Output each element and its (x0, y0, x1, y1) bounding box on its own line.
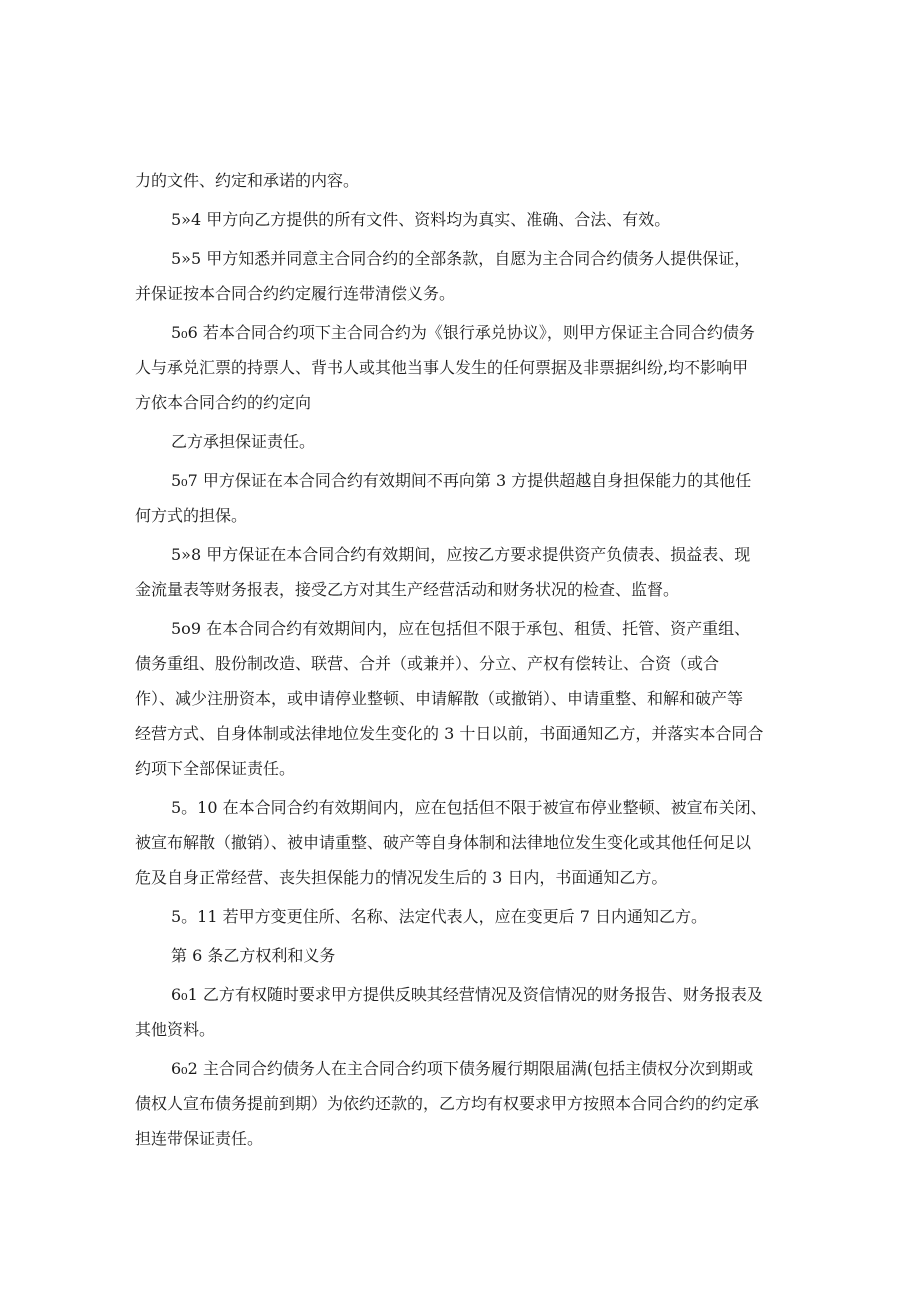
text-line: 被宣布解散（撤销）、被申请重整、破产等自身体制和法律地位发生变化或其他任何足以 (135, 833, 752, 852)
text-line: 5₀6 若本合同合约项下主合同合约为《银行承兑协议》，则甲方保证主合同合约债务 (171, 323, 755, 342)
text-line: 5»8 甲方保证在本合同合约有效期间，应按乙方要求提供资产负债表、损益表、现 (171, 545, 751, 564)
text-line: 担连带保证责任。 (135, 1129, 264, 1148)
text-line: 第 6 条乙方权利和义务 (171, 946, 336, 965)
text-line: 作）、减少注册资本，或申请停业整顿、申请解散（或撤销）、申请重整、和解和破产等 (135, 689, 744, 708)
document-body (135, 163, 795, 1156)
text-line: 并保证按本合同合约约定履行连带清偿义务。 (135, 284, 456, 303)
text-line: 危及自身正常经营、丧失担保能力的情况发生后的 3 日内，书面通知乙方。 (135, 868, 668, 887)
text-line: 5。10 在本合同合约有效期间内，应在包括但不限于被宣布停业整顿、被宣布关闭、 (171, 798, 767, 817)
text-line: 债务重组、股份制改造、联营、合并（或兼并）、分立、产权有偿转让、合资（或合 (135, 654, 720, 673)
text-line: 5»4 甲方向乙方提供的所有文件、资料均为真实、准确、合法、有效。 (171, 210, 671, 229)
text-line: 5»5 甲方知悉并同意主合同合约的全部条款，自愿为主合同合约债务人提供保证， (171, 249, 751, 268)
text-line: 经营方式、自身体制或法律地位发生变化的 3 十日以前，书面通知乙方，并落实本合同合 (135, 724, 764, 743)
text-line: 人与承兑汇票的持票人、背书人或其他当事人发生的任何票据及非票据纠纷,均不影响甲 (135, 358, 749, 377)
text-line: 乙方承担保证责任。 (171, 432, 316, 451)
text-line: 约项下全部保证责任。 (135, 759, 296, 778)
text-line: 何方式的担保。 (135, 506, 248, 525)
text-line: 6₀2 主合同合约债务人在主合同合约项下债务履行期限届满(包括主债权分次到期或 (171, 1059, 754, 1078)
text-line: 金流量表等财务报表，接受乙方对其生产经营活动和财务状况的检查、监督。 (135, 580, 680, 599)
text-line: 5o9 在本合同合约有效期间内，应在包括但不限于承包、租赁、托管、资产重组、 (171, 619, 751, 638)
text-line: 力的文件、约定和承诺的内容。 (135, 171, 360, 190)
text-line: 债权人宣布债务提前到期）为依约还款的，乙方均有权要求甲方按照本合同合约的约定承 (135, 1094, 760, 1113)
text-line: 5。11 若甲方变更住所、名称、法定代表人，应在变更后 7 日内通知乙方。 (171, 907, 707, 926)
text-line: 其他资料。 (135, 1020, 216, 1039)
text-line: 6₀1 乙方有权随时要求甲方提供反映其经营情况及资信情况的财务报告、财务报表及 (171, 985, 763, 1004)
text-line: 方依本合同合约的约定向 (135, 393, 312, 412)
text-line: 5₀7 甲方保证在本合同合约有效期间不再向第 3 方提供超越自身担保能力的其他任 (171, 471, 752, 490)
